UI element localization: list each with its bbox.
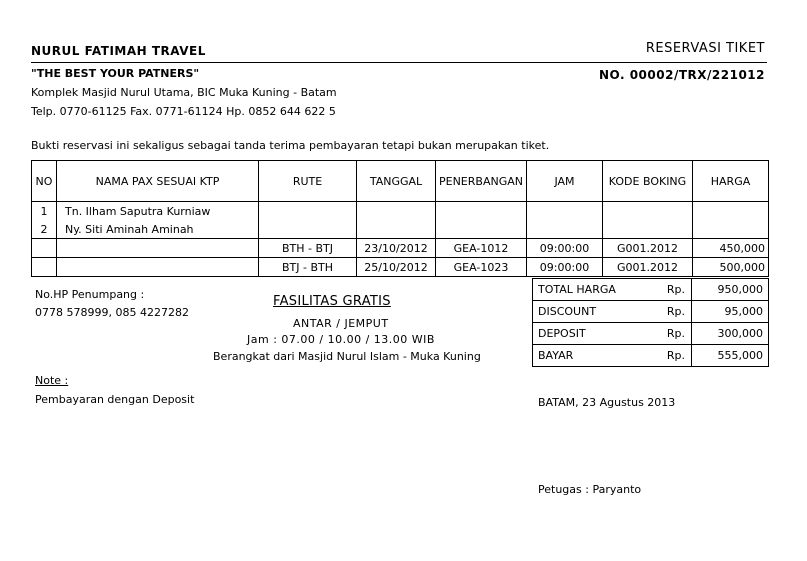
cell-name: Ny. Siti Aminah Aminah: [57, 220, 259, 239]
table-row: [32, 258, 769, 277]
document-title: RESERVASI TIKET: [645, 41, 765, 56]
pay-label: BAYAR: [533, 345, 641, 367]
cell-date: [357, 202, 436, 221]
facilities-line-2: Jam : 07.00 / 10.00 / 13.00 WIB: [247, 333, 435, 346]
cell-time: 09:00:00: [527, 239, 603, 258]
cell-price: [693, 220, 769, 239]
col-header-route: RUTE: [259, 161, 357, 202]
col-header-name: NAMA PAX SESUAI KTP: [57, 161, 259, 202]
discount-currency: Rp.: [641, 301, 692, 323]
facilities-line-1: ANTAR / JEMPUT: [293, 317, 389, 330]
cell-no: [32, 258, 57, 277]
cell-name: [57, 239, 259, 258]
cell-flight: [436, 220, 527, 239]
pay-currency: Rp.: [641, 345, 692, 367]
cell-name: Tn. Ilham Saputra Kurniaw: [57, 202, 259, 221]
document-number: NO. 00002/TRX/221012: [598, 68, 765, 82]
cell-booking-code: [603, 220, 693, 239]
total-value: 950,000: [692, 279, 769, 301]
facilities-line-3: Berangkat dari Masjid Nurul Islam - Muka Kuning: [213, 350, 481, 363]
note-label: Note :: [35, 374, 69, 387]
cell-booking-code: G001.2012: [603, 239, 693, 258]
cell-flight: GEA-1012: [436, 239, 527, 258]
passenger-phone-value: 0778 578999, 085 4227282: [35, 306, 189, 319]
table-row: [32, 202, 769, 221]
table-header-row: [32, 161, 769, 202]
discount-value: 95,000: [692, 301, 769, 323]
company-tagline: "THE BEST YOUR PATNERS": [31, 67, 200, 80]
col-header-time: JAM: [527, 161, 603, 202]
totals-row-total: [533, 279, 769, 301]
col-header-flight: PENERBANGAN: [436, 161, 527, 202]
company-address: Komplek Masjid Nurul Utama, BIC Muka Kuning - Batam: [31, 86, 337, 99]
totals-table: [532, 278, 769, 367]
col-header-no: NO: [32, 161, 57, 202]
col-header-price: HARGA: [693, 161, 769, 202]
cell-booking-code: G001.2012: [603, 258, 693, 277]
totals-row-discount: [533, 301, 769, 323]
cell-route: [259, 220, 357, 239]
col-header-date: TANGGAL: [357, 161, 436, 202]
cell-no: 1: [32, 202, 57, 221]
officer-name: Petugas : Paryanto: [538, 483, 642, 496]
cell-route: [259, 202, 357, 221]
cell-booking-code: [603, 202, 693, 221]
cell-time: [527, 220, 603, 239]
cell-no: 2: [32, 220, 57, 239]
cell-flight: GEA-1023: [436, 258, 527, 277]
deposit-currency: Rp.: [641, 323, 692, 345]
table-row: [32, 239, 769, 258]
reservation-notice: Bukti reservasi ini sekaligus sebagai tanda terima pembayaran tetapi bukan merupakan tiket.: [31, 139, 550, 152]
header-divider: [31, 62, 767, 63]
deposit-label: DEPOSIT: [533, 323, 641, 345]
cell-date: 25/10/2012: [357, 258, 436, 277]
cell-price: 450,000: [693, 239, 769, 258]
cell-price: 500,000: [693, 258, 769, 277]
totals-row-deposit: [533, 323, 769, 345]
cell-price: [693, 202, 769, 221]
col-header-booking-code: KODE BOKING: [603, 161, 693, 202]
cell-name: [57, 258, 259, 277]
cell-no: [32, 239, 57, 258]
totals-row-pay: [533, 345, 769, 367]
total-label: TOTAL HARGA: [533, 279, 641, 301]
reservation-table: [31, 160, 769, 277]
table-row: [32, 220, 769, 239]
cell-route: BTJ - BTH: [259, 258, 357, 277]
place-date: BATAM, 23 Agustus 2013: [538, 396, 676, 409]
cell-time: 09:00:00: [527, 258, 603, 277]
deposit-value: 300,000: [692, 323, 769, 345]
cell-date: 23/10/2012: [357, 239, 436, 258]
company-name: NURUL FATIMAH TRAVEL: [31, 44, 206, 58]
company-phone: Telp. 0770-61125 Fax. 0771-61124 Hp. 0852 644 622 5: [31, 105, 336, 118]
discount-label: DISCOUNT: [533, 301, 641, 323]
cell-time: [527, 202, 603, 221]
passenger-phone-label: No.HP Penumpang :: [35, 288, 145, 301]
cell-route: BTH - BTJ: [259, 239, 357, 258]
cell-flight: [436, 202, 527, 221]
cell-date: [357, 220, 436, 239]
total-currency: Rp.: [641, 279, 692, 301]
pay-value: 555,000: [692, 345, 769, 367]
facilities-title: FASILITAS GRATIS: [273, 294, 391, 309]
note-text: Pembayaran dengan Deposit: [35, 393, 195, 406]
